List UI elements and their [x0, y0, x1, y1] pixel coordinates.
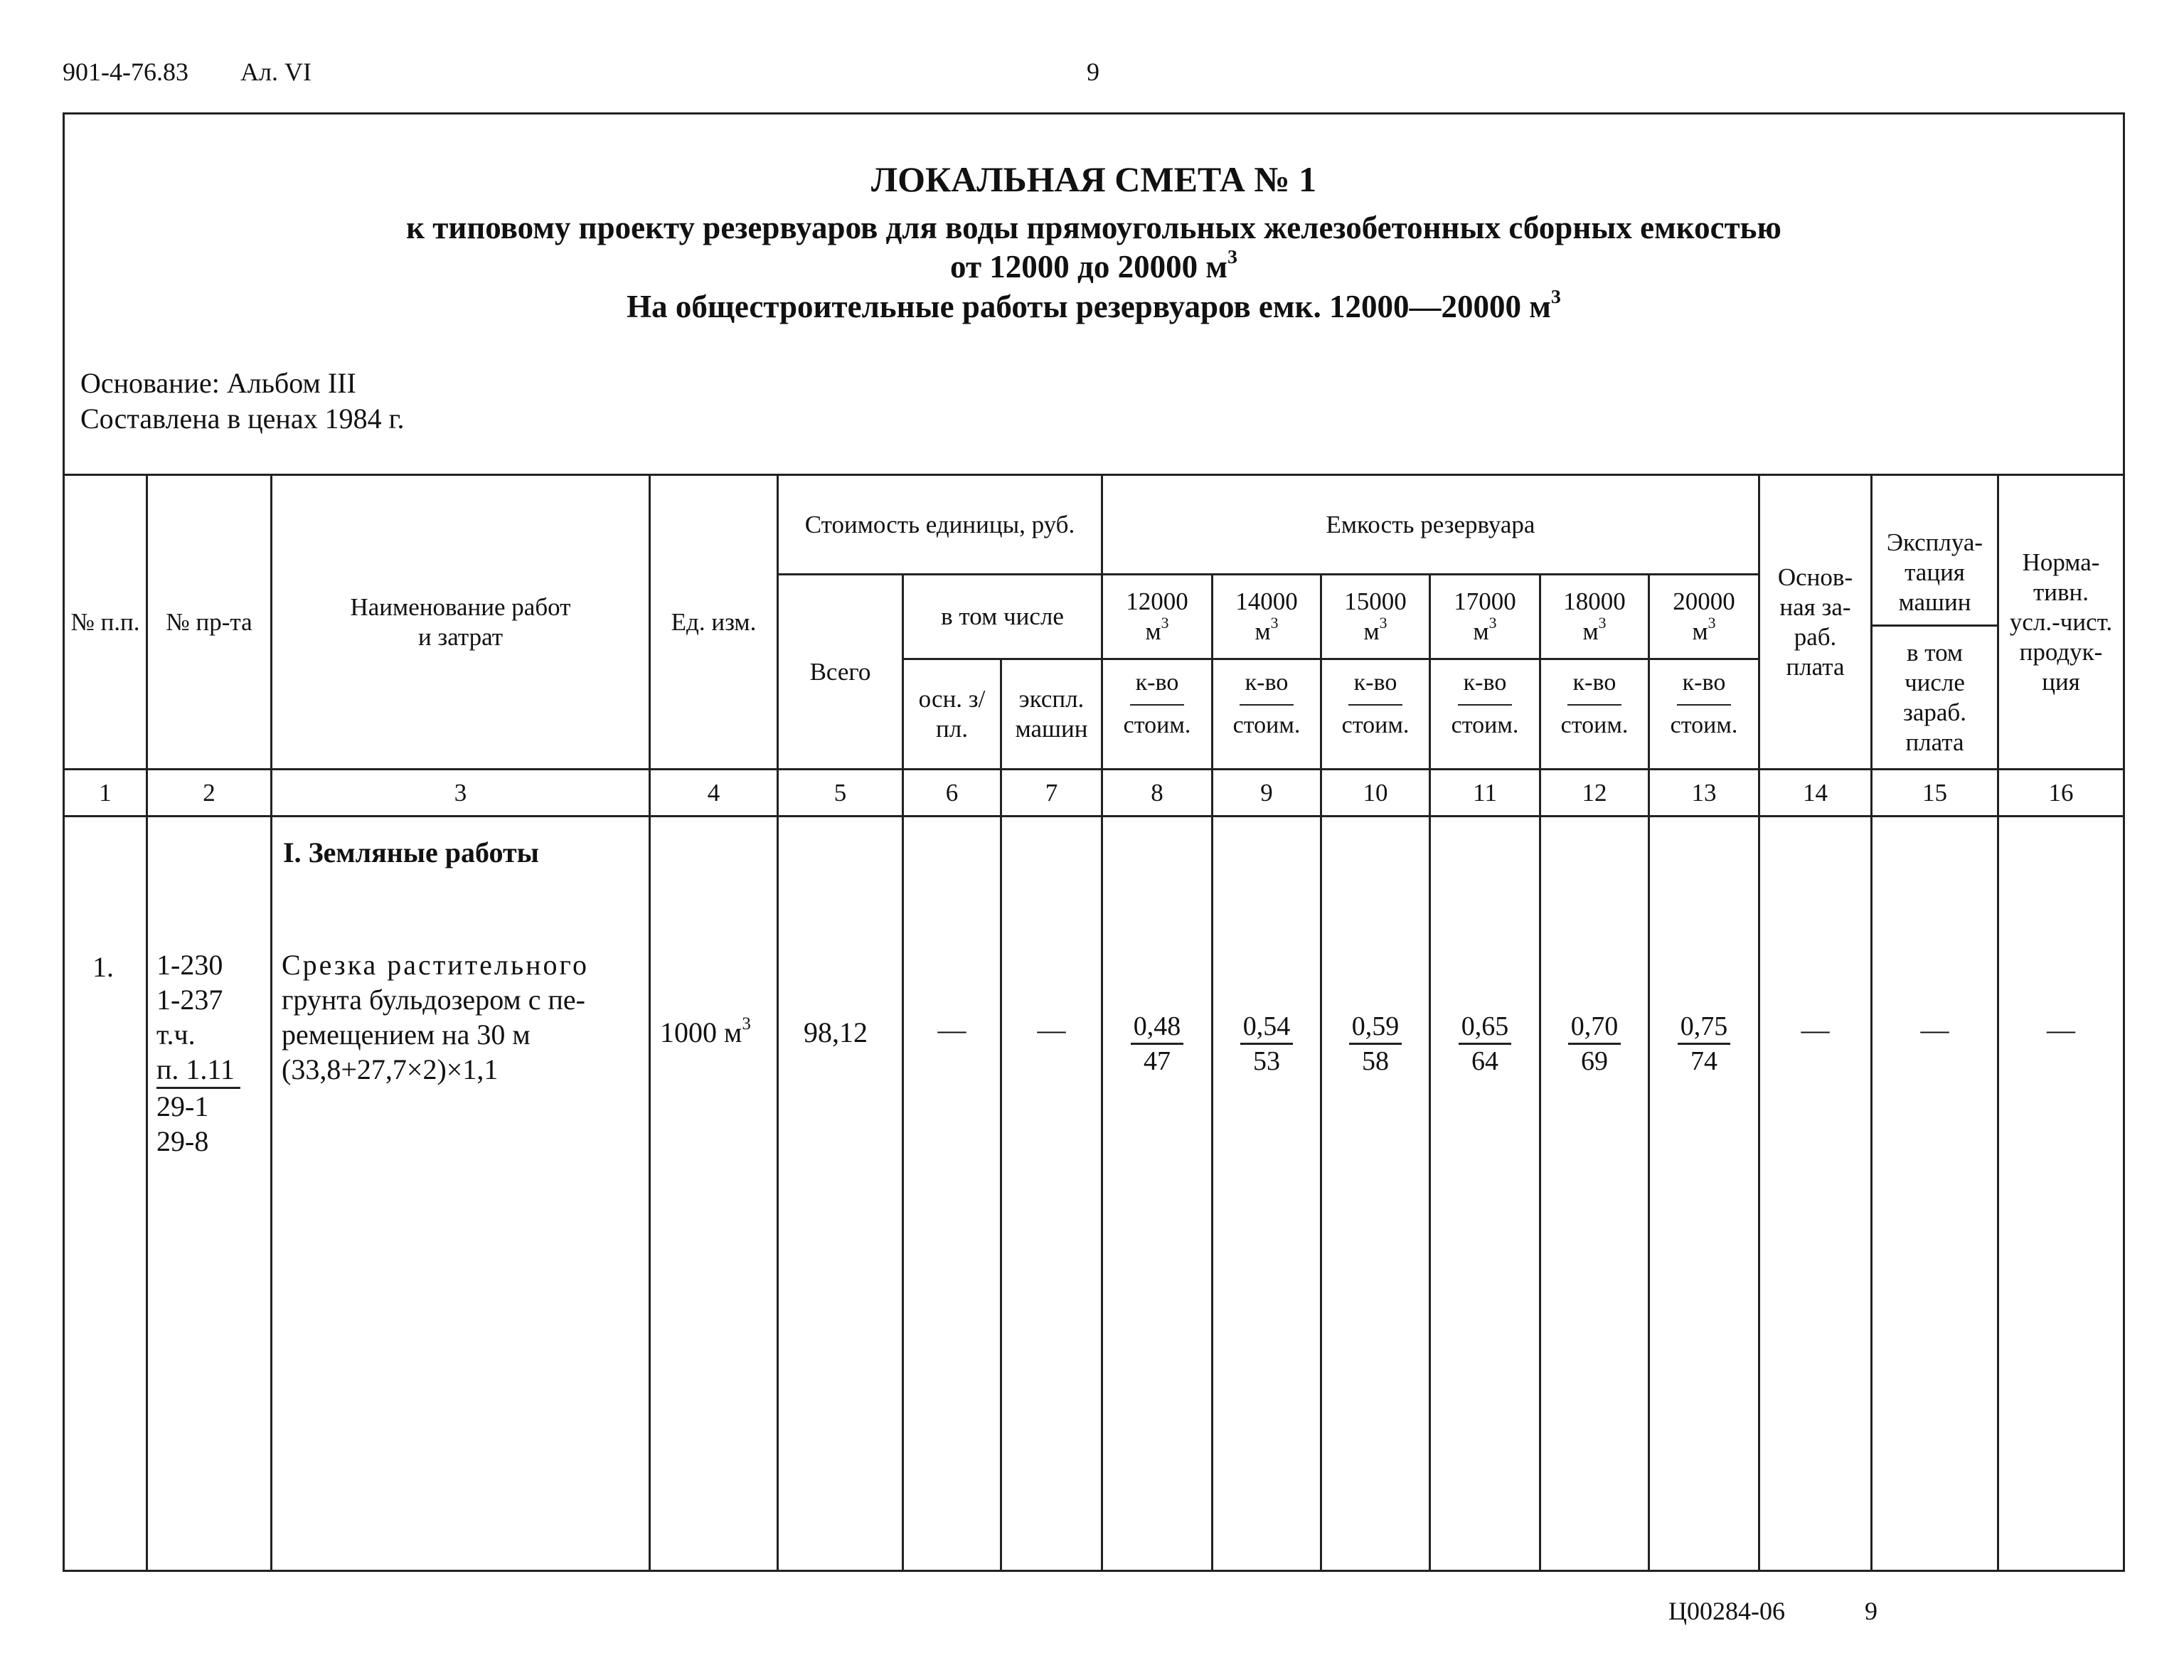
value-17000: $\frac{0,65}{64}$: [1431, 1010, 1539, 1088]
col-header-machine-wage: в том числе зараб. плата: [1903, 638, 1966, 756]
col-num-12: 12: [1582, 778, 1607, 807]
capacity-17000: 17000 $м^3$: [1454, 588, 1516, 645]
capacity-18000: 18000 $м^3$: [1563, 588, 1626, 645]
col-num-4: 4: [707, 778, 720, 807]
ref-line: т.ч.: [156, 1019, 196, 1051]
doc-code: 901-4-76.83: [63, 58, 188, 86]
qty-cost-label-8: к-во стоим.: [1123, 669, 1191, 738]
row-1-unit: 1000 $м^3$: [660, 1014, 751, 1048]
name-line: Срезка растительного: [282, 949, 589, 981]
row-1-machine-operation: —: [1920, 1014, 1949, 1046]
row-1-index: 1.: [92, 951, 114, 983]
ref-line: п. 1.11: [156, 1052, 240, 1089]
estimate-title: ЛОКАЛЬНАЯ СМЕТА № 1: [870, 159, 1317, 199]
row-1-net-product: —: [2047, 1014, 2075, 1046]
col-header-machine-operation: Эксплуа-тация машин: [1886, 528, 1983, 616]
col-num-3: 3: [454, 778, 467, 807]
value-15000: $\frac{0,59}{58}$: [1322, 1010, 1429, 1088]
col-num-1: 1: [99, 778, 112, 807]
capacity-12000: 12000 $м^3$: [1126, 588, 1188, 645]
works-subtitle: На общестроительные работы резервуаров емк. 12000—20000 $м^3$: [627, 285, 1561, 324]
qty-cost-label-13: к-во стоим.: [1670, 669, 1738, 738]
name-line: грунта бульдозером с пе-: [282, 984, 585, 1016]
col-num-16: 16: [2048, 778, 2074, 807]
value-20000: $\frac{0,75}{74}$: [1650, 1010, 1758, 1088]
capacity-15000: 15000 $м^3$: [1344, 588, 1407, 645]
name-line: ремещением на 30 м: [282, 1019, 531, 1051]
col-header-unit-cost: Стоимость единицы, руб.: [804, 510, 1075, 538]
col-num-7: 7: [1045, 778, 1058, 807]
col-num-15: 15: [1922, 778, 1947, 807]
ref-line: 29-1: [156, 1090, 209, 1122]
col-num-14: 14: [1803, 778, 1828, 807]
project-subtitle: к типовому проекту резервуаров для воды прямоугольных железобетонных сборных емкостью: [406, 210, 1781, 245]
qty-cost-label-10: к-во стоим.: [1341, 669, 1410, 738]
capacity-range: от 12000 до 20000 $м^3$: [950, 245, 1237, 285]
qty-cost-label-9: к-во стоим.: [1232, 669, 1301, 738]
col-num-6: 6: [945, 778, 959, 807]
prices-text: Составлена в ценах 1984 г.: [80, 403, 405, 435]
capacity-14000: 14000 $м^3$: [1235, 588, 1298, 645]
col-header-incl: в том числе: [941, 602, 1064, 630]
col-header-index: № п.п.: [70, 607, 140, 636]
row-1-machine-cost: —: [1037, 1014, 1066, 1046]
row-1-name: [282, 947, 644, 1087]
basis-text: Основание: Альбом III: [80, 367, 356, 399]
qty-cost-label-12: к-во стоим.: [1560, 669, 1629, 738]
col-header-work-name: Наименование работ и затрат: [350, 592, 571, 651]
name-line: (33,8+27,7×2)×1,1: [282, 1053, 499, 1085]
value-14000: $\frac{0,54}{53}$: [1213, 1010, 1320, 1088]
col-header-capacity: Емкость резервуара: [1326, 510, 1535, 538]
footer-code: Ц00284-06: [1668, 1597, 1785, 1625]
col-header-machine-cost: экспл. машин: [1015, 685, 1088, 743]
col-header-project-ref: № пр-та: [166, 607, 252, 636]
row-1-total: 98,12: [804, 1016, 868, 1048]
col-num-9: 9: [1260, 778, 1273, 807]
sheet-label: Ал. VI: [240, 58, 311, 86]
ref-line: 29-8: [156, 1125, 209, 1157]
col-header-unit: Ед. изм.: [671, 607, 757, 636]
col-header-total: Всего: [809, 657, 871, 686]
section-title: I. Земляные работы: [283, 836, 539, 868]
col-num-5: 5: [833, 778, 847, 807]
ref-line: 1-237: [156, 984, 223, 1016]
qty-cost-label-11: к-во стоим.: [1451, 669, 1519, 738]
col-num-13: 13: [1691, 778, 1717, 807]
capacity-20000: 20000 $м^3$: [1673, 588, 1735, 645]
col-header-base-salary: осн. з/пл.: [918, 685, 986, 743]
row-1-refs: [156, 947, 240, 1159]
col-num-11: 11: [1473, 778, 1497, 807]
value-12000: $\frac{0,48}{47}$: [1103, 1010, 1211, 1088]
col-header-net-product: Норма-тивн. усл.-чист. продук-ция: [2009, 548, 2113, 696]
ref-line: 1-230: [156, 949, 223, 981]
col-num-8: 8: [1151, 778, 1163, 807]
value-18000: $\frac{0,70}{69}$: [1541, 1010, 1648, 1088]
col-header-base-wage: Основ-ная за-раб. плата: [1777, 563, 1853, 681]
footer-page: 9: [1865, 1597, 1877, 1625]
row-1-base-salary: —: [937, 1014, 966, 1046]
col-num-2: 2: [203, 778, 215, 807]
page-number: 9: [1087, 58, 1099, 86]
col-num-10: 10: [1363, 778, 1388, 807]
row-1-base-wage: —: [1801, 1014, 1830, 1046]
